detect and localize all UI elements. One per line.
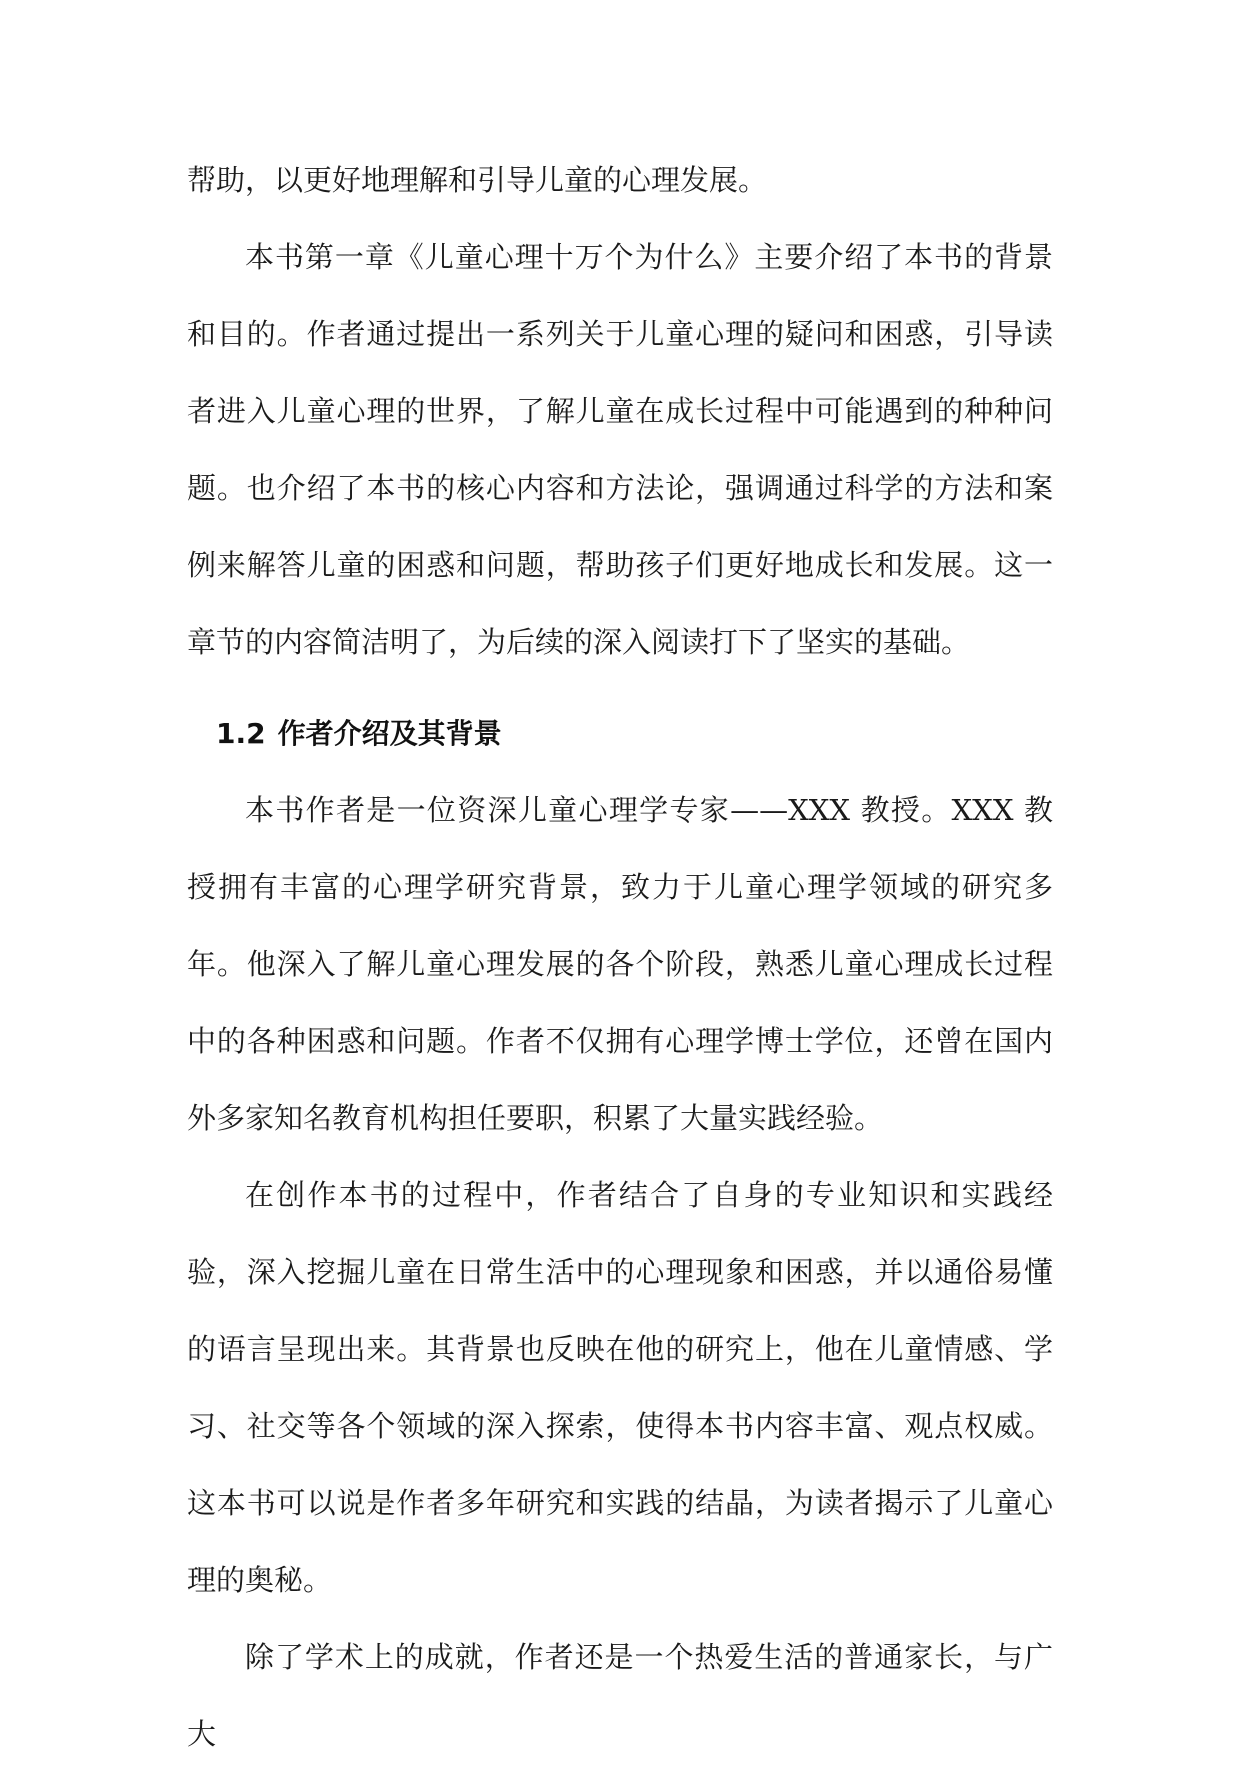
body-paragraph: 本书第一章《儿童心理十万个为什么》主要介绍了本书的背景和目的。作者通过提出一系列关于儿童心理的疑问和困惑，引导读者进入儿童心理的世界，了解儿童在成长过程中可能遇到的种种问题。也介绍了本书的核心内容和方法论，强调通过科学的方法和案例来解答儿童的困惑和问题，帮助孩子们更好地成长和发展。这一章节的内容简洁明了，为后续的深入阅读打下了坚实的基础。 (187, 240, 1053, 659)
body-paragraph: 帮助，以更好地理解和引导儿童的心理发展。 (187, 163, 768, 197)
body-paragraph: 在创作本书的过程中，作者结合了自身的专业知识和实践经验，深入挖掘儿童在日常生活中的心理现象和困惑，并以通俗易懂的语言呈现出来。其背景也反映在他的研究上，他在儿童情感、学习、社交等各个领域的深入探索，使得本书内容丰富、观点权威。这本书可以说是作者多年研究和实践的结晶，为读者揭示了儿童心理的奥秘。 (187, 1178, 1053, 1597)
body-paragraph: 除了学术上的成就，作者还是一个热爱生活的普通家长，与广大 (187, 1640, 1053, 1751)
section-number: 1.2 (216, 717, 266, 750)
section-heading (187, 695, 1053, 772)
page-body (187, 142, 1053, 1773)
section-title: 作者介绍及其背景 (277, 717, 502, 750)
body-paragraph: 本书作者是一位资深儿童心理学专家——XXX 教授。XXX 教授拥有丰富的心理学研究背景，致力于儿童心理学领域的研究多年。他深入了解儿童心理发展的各个阶段，熟悉儿童心理成长过程中的各种困惑和问题。作者不仅拥有心理学博士学位，还曾在国内外多家知名教育机构担任要职，积累了大量实践经验。 (187, 793, 1053, 1135)
